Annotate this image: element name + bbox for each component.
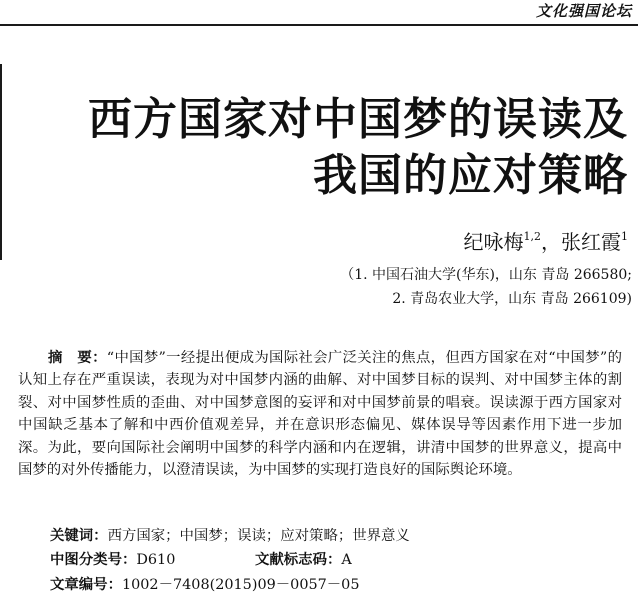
affiliation-2: 2. 青岛农业大学，山东 青岛 266109) — [392, 291, 632, 307]
header-rule — [0, 24, 638, 26]
author-2-affil: 1 — [621, 230, 628, 243]
keywords-label: 关键词： — [50, 528, 108, 544]
doccode-line — [255, 548, 352, 569]
author-1-name: 纪咏梅 — [463, 230, 524, 254]
affiliation-1: （1. 中国石油大学(华东)，山东 青岛 266580; — [340, 267, 632, 283]
journal-name: 文化强国论坛 — [535, 2, 632, 20]
articleno-value: 1002－7408(2015)09－0057－05 — [121, 577, 360, 593]
clc-label: 中图分类号： — [50, 552, 137, 568]
doccode-value: A — [341, 552, 352, 568]
title-line-1: 西方国家对中国梦的误读及 — [88, 94, 628, 145]
keywords-line — [50, 524, 410, 545]
articleno-label: 文章编号： — [50, 577, 122, 593]
clc-line — [50, 548, 175, 569]
abstract-text: “中国梦”一经提出便成为国际社会广泛关注的焦点，但西方国家在对“中国梦”的认知上存在严重误读，表现为对中国梦内涵的曲解、对中国梦目标的误判、对中国梦主体的割裂、对中国梦性质的歪曲、对中国梦意图的妄评和对中国梦前景的唱衰。误读源于西方国家对中国缺乏基本了解和中西价值观差异，并在意识形态偏见、媒体误导等因素作用下进一步加深。为此，要向国际社会阐明中国梦的科学内涵和内在逻辑，讲清中国梦的世界意义，提高中国梦的对外传播能力，以澄清误读，为中国梦的实现打造良好的国际舆论环境。 — [18, 350, 622, 479]
author-2-name: 张红霞 — [561, 230, 621, 254]
keywords-value: 西方国家；中国梦；误读；应对策略；世界意义 — [107, 528, 410, 544]
title-line-2: 我国的应对策略 — [313, 150, 628, 201]
abstract-label: 摘 要： — [48, 350, 107, 366]
author-separator: ， — [541, 230, 561, 254]
author-1-affil: 1,2 — [523, 230, 541, 243]
doccode-label: 文献标志码： — [255, 552, 342, 568]
left-margin-rule — [0, 64, 2, 260]
authors — [464, 226, 629, 255]
abstract — [18, 347, 622, 481]
clc-value: D610 — [136, 552, 176, 568]
articleno-line — [50, 573, 360, 594]
